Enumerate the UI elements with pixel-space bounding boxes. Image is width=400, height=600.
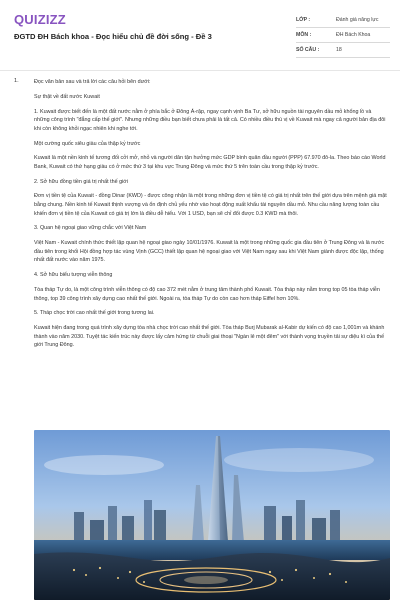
meta-value: 18 [336, 47, 342, 53]
passage-heading: 3. Quan hệ ngoại giao vững chắc với Việt Nam [34, 225, 147, 232]
meta-row-class [296, 13, 390, 28]
passage-heading: 2. Sở hữu đồng tiền giá trị nhất thế giới [34, 178, 128, 185]
meta-row-subject [296, 28, 390, 43]
question-text [34, 78, 388, 356]
kuwait-skyline-illustration [34, 430, 390, 600]
question-number: 1. [14, 78, 19, 84]
meta-value: Đánh giá năng lực [336, 17, 379, 23]
meta-key: SỐ CÂU : [296, 47, 320, 53]
passage-paragraph: Kuwait hiện đang trong quá trình xây dựng tòa nhà chọc trời cao nhất thế giới. Tòa tháp Burj Mubarak al-Kabir dự kiến có độ cao 1,001m và khánh thành vào năm 2030. Tuyệt tác kiến trúc này được lấy cảm hứng từ chuỗi giai thoại "Ngàn lẻ một đêm" với thành vọng truyền tải sự diệu kì của thế giới Trung Đông. [34, 325, 385, 349]
instruction: Đọc văn bản sau và trả lời các câu hỏi bên dưới: [34, 79, 151, 85]
kuwait-skyline-photo [34, 430, 390, 600]
passage-paragraph: Kuwait là một nền kinh tế tương đối cởi mở, nhỏ và người dân tận hưởng mức GDP bình quân đầu người (PPP) 67.970 đô-la. Theo báo cáo World Bank, Kuwait có thứ hạng giàu có ở mức thứ 3 tại khu vực Trung Đông và mức thứ 5 trên toàn cầu trong thập kỷ trước. [34, 155, 386, 170]
passage-paragraph: Tòa tháp Tự do, là một công trình viễn thông có độ cao 372 mét nằm ở trung tâm thành phố Kuwait. Tòa tháp này nằm trong top 05 tòa tháp viễn thông, top 39 công trình xây dựng cao nhất thế giới. Ngoài ra, tòa tháp Tự do còn cao hơn tháp Eiffel hơn 10%. [34, 286, 380, 302]
quizizz-logo: QUIZIZZ [14, 12, 66, 27]
passage-paragraph: Việt Nam - Kuwait chính thức thiết lập quan hệ ngoại giao ngày 10/01/1976. Kuwait là một trong những quốc gia đầu tiên ở Trung Đông và là nước đầu tiên trong khối Hội đồng hợp tác vùng Vịnh (GCC) thiết lập quan hệ ngoại giao với Việt Nam ngay sau khi Việt Nam giành được độc lập, thống nhất đất nước vào năm 1975. [34, 240, 385, 264]
document-header [0, 0, 400, 70]
document-title: ĐGTD ĐH Bách khoa - Đọc hiểu chủ đề đời sống - Đề 3 [14, 32, 212, 41]
document-meta-table [296, 13, 390, 58]
passage-heading: 4. Sở hữu biểu tượng viễn thông [34, 272, 113, 279]
meta-value: ĐH Bách Khoa [336, 32, 371, 38]
meta-row-question-count [296, 43, 390, 58]
passage-title: Sự thật về đất nước Kuwait [34, 93, 100, 100]
passage-heading: 5. Tháp chọc trời cao nhất thế giới trong tương lai. [34, 310, 155, 317]
passage-paragraph: 1. Kuwait được biết đến là một đất nước nằm ở phía bắc ở Đông Á-rập, ngay cạnh vịnh Ba Tư, sở hữu nguồn tài nguyên dầu mỏ khổng lồ và những công trình "đẳng cấp thế giới". Nhưng những điều bạn biết chưa phải là tất cả. Có nhiều điều thú vị về Kuwait mà ngay cả người bản địa đôi khi còn không khỏi ngạc nhiên khi nghe tới. [34, 108, 386, 132]
meta-key: LỚP : [296, 17, 311, 23]
passage-paragraph: Đơn vị tiền tệ của Kuwait - đồng Dinar (KWD) - được công nhận là một trong những đơn vị tiền tệ có giá trị nhất trên thế giới dựa trên mệnh giá mặt bằng chung. Nền kinh tế Kuwait thịnh vượng và ổn định chủ yếu nhờ vào hoạt động xuất khẩu tài nguyên dầu mỏ. Nhu cầu năng lượng toàn cầu khiến đơn vị tiền tệ của Kuwait có giá trị lớn là điều dễ hiểu. Với 1 USD, bạn sẽ chỉ đổi được 0.3 KWD mà thôi. [34, 193, 387, 217]
header-divider [0, 70, 400, 71]
passage-heading: Một cường quốc siêu giàu của thập kỷ trước [34, 140, 141, 147]
meta-key: MÔN : [296, 32, 312, 38]
